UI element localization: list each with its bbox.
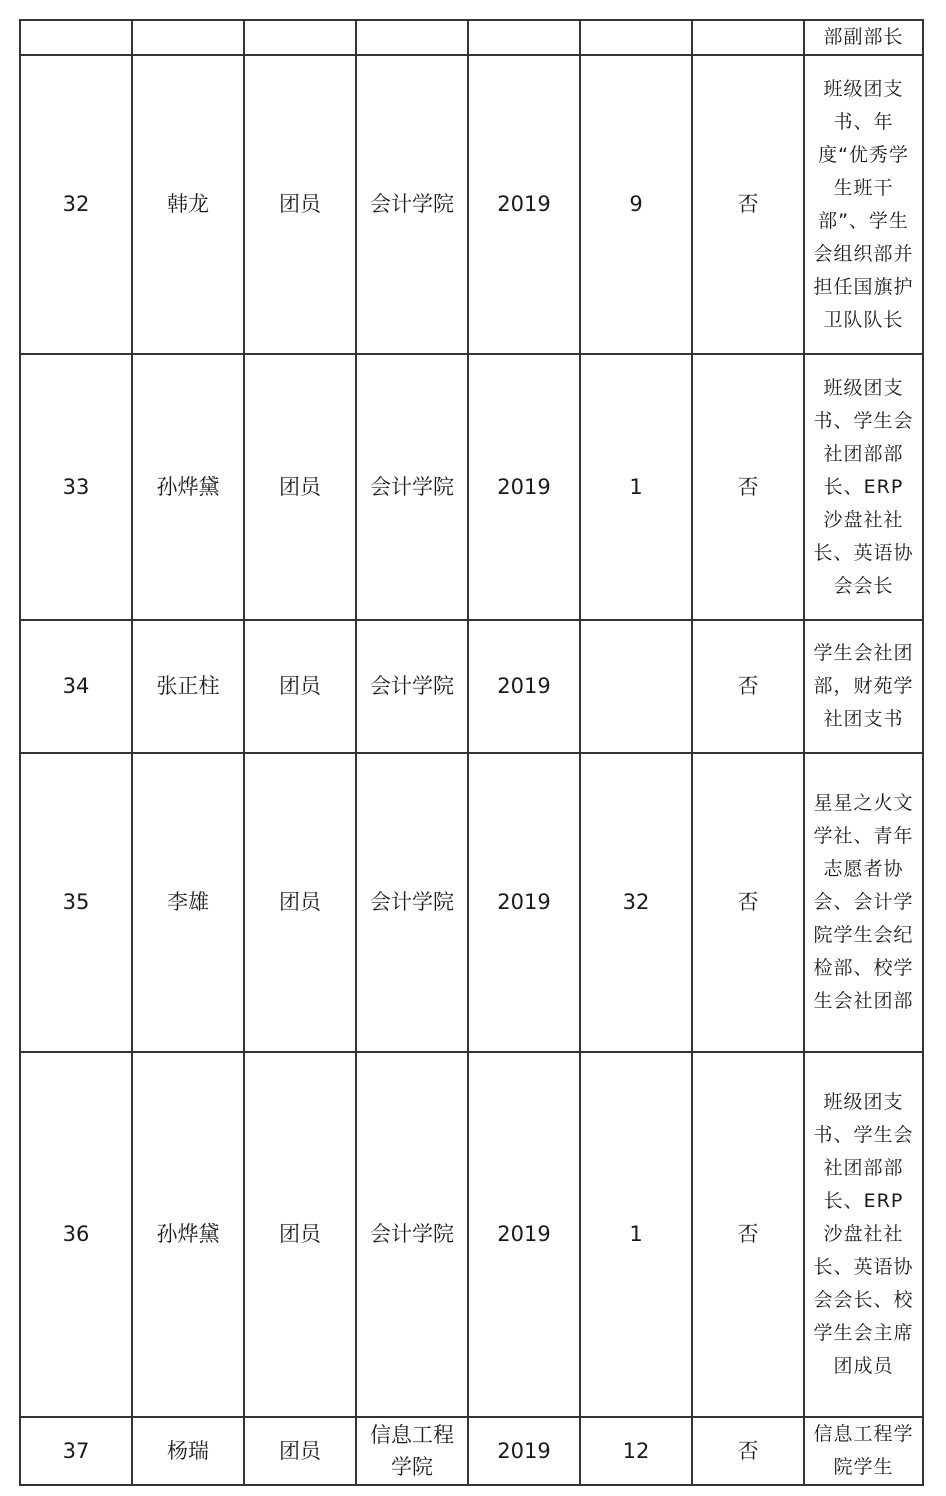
cell-remark: 班级团支书、年度“优秀学生班干部”、学生会组织部并担任国旗护卫队队长 <box>804 55 923 354</box>
cell-college: 会计学院 <box>356 55 468 354</box>
table-row <box>20 55 923 354</box>
cell-remark: 部副部长 <box>804 20 923 55</box>
cell-flag: 否 <box>692 1052 804 1417</box>
cell-count: 32 <box>580 753 692 1052</box>
cell-political-status <box>244 20 356 55</box>
cell-political-status: 团员 <box>244 354 356 620</box>
cell-college <box>356 20 468 55</box>
table-row <box>20 620 923 753</box>
cell-name: 韩龙 <box>132 55 244 354</box>
cell-name: 孙烨黛 <box>132 354 244 620</box>
cell-flag: 否 <box>692 1417 804 1485</box>
cell-college: 会计学院 <box>356 620 468 753</box>
cell-name: 李雄 <box>132 753 244 1052</box>
cell-political-status: 团员 <box>244 1052 356 1417</box>
cell-year: 2019 <box>468 753 580 1052</box>
student-cadre-table <box>19 19 924 1486</box>
cell-name: 杨瑞 <box>132 1417 244 1485</box>
cell-flag: 否 <box>692 55 804 354</box>
cell-year: 2019 <box>468 1052 580 1417</box>
cell-political-status: 团员 <box>244 620 356 753</box>
cell-college: 会计学院 <box>356 753 468 1052</box>
cell-remark: 班级团支书、学生会社团部部长、ERP 沙盘社社长、英语协会会长、校学生会主席团成员 <box>804 1052 923 1417</box>
cell-count <box>580 620 692 753</box>
cell-political-status: 团员 <box>244 753 356 1052</box>
cell-year <box>468 20 580 55</box>
table-row <box>20 354 923 620</box>
cell-count: 12 <box>580 1417 692 1485</box>
cell-year: 2019 <box>468 55 580 354</box>
cell-count: 1 <box>580 354 692 620</box>
cell-year: 2019 <box>468 354 580 620</box>
cell-flag: 否 <box>692 354 804 620</box>
table-row <box>20 1052 923 1417</box>
cell-name: 孙烨黛 <box>132 1052 244 1417</box>
cell-name <box>132 20 244 55</box>
cell-count <box>580 20 692 55</box>
cell-count: 9 <box>580 55 692 354</box>
cell-no: 32 <box>20 55 132 354</box>
cell-year: 2019 <box>468 620 580 753</box>
cell-count: 1 <box>580 1052 692 1417</box>
table-row <box>20 20 923 55</box>
cell-flag <box>692 20 804 55</box>
cell-flag: 否 <box>692 753 804 1052</box>
cell-no: 37 <box>20 1417 132 1485</box>
cell-political-status: 团员 <box>244 55 356 354</box>
cell-college: 会计学院 <box>356 354 468 620</box>
cell-remark: 星星之火文学社、青年志愿者协会、会计学院学生会纪检部、校学生会社团部 <box>804 753 923 1052</box>
cell-remark: 班级团支书、学生会社团部部长、ERP 沙盘社社长、英语协会会长 <box>804 354 923 620</box>
cell-remark: 信息工程学院学生 <box>804 1417 923 1485</box>
cell-no: 35 <box>20 753 132 1052</box>
cell-flag: 否 <box>692 620 804 753</box>
cell-no: 36 <box>20 1052 132 1417</box>
cell-remark: 学生会社团部，财苑学社团支书 <box>804 620 923 753</box>
table-row <box>20 753 923 1052</box>
table-row <box>20 1417 923 1485</box>
cell-name: 张正柱 <box>132 620 244 753</box>
cell-college: 信息工程学院 <box>356 1417 468 1485</box>
cell-college: 会计学院 <box>356 1052 468 1417</box>
cell-no: 34 <box>20 620 132 753</box>
cell-year: 2019 <box>468 1417 580 1485</box>
cell-no <box>20 20 132 55</box>
cell-political-status: 团员 <box>244 1417 356 1485</box>
cell-no: 33 <box>20 354 132 620</box>
